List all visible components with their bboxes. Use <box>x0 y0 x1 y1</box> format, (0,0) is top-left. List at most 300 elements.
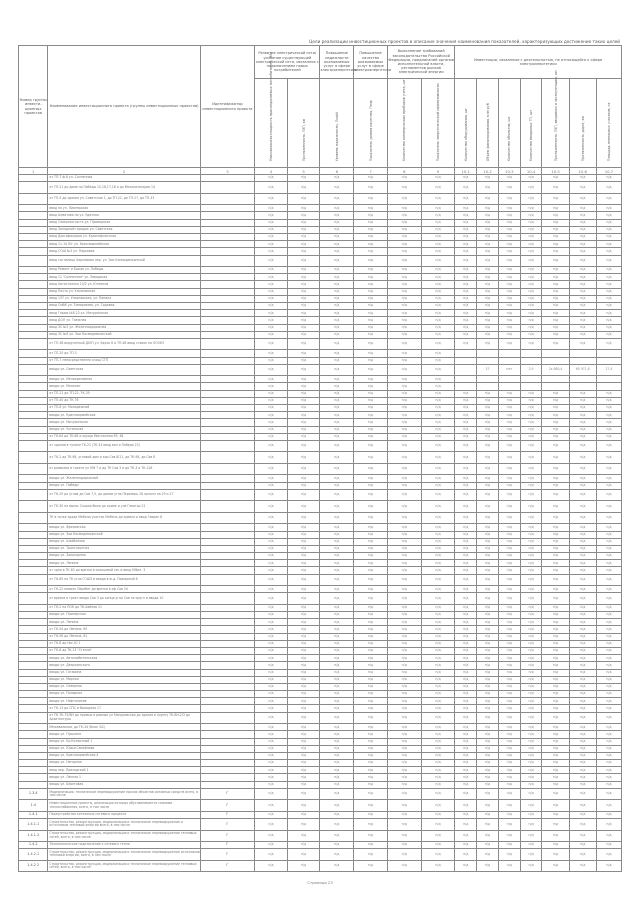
row-name: ввод по ул. Пионерская <box>48 205 200 212</box>
row-value: н/д <box>520 655 542 662</box>
row-value: н/д <box>542 560 569 567</box>
row-value: н/д <box>542 274 569 281</box>
row-name: от ТК-30 на вынос Скорая была до кроме и ула Гаватьи 21 <box>48 501 200 513</box>
row-value: н/д <box>542 241 569 248</box>
row-value: н/д <box>498 545 520 552</box>
row-value: н/д <box>387 819 421 831</box>
row-name: вводы ул. Ленина <box>48 560 200 567</box>
row-value: н/д <box>255 724 288 731</box>
row-code <box>19 604 48 611</box>
row-name: вводы ул. Дзержинского <box>48 662 200 669</box>
row-value: н/д <box>596 545 621 552</box>
row-value: н/д <box>498 524 520 531</box>
row-name: ввод ЗС №5 ул. Железнодорожная <box>48 324 200 331</box>
row-name: вводы ул. Пушкина <box>48 731 200 738</box>
row-value: н/д <box>569 175 596 182</box>
row-value: н/д <box>520 705 542 712</box>
row-value: н/д <box>455 324 477 331</box>
row-value: н/д <box>354 574 388 586</box>
row-value: н/д <box>477 288 499 295</box>
row-value: н/д <box>387 612 421 619</box>
row-value: н/д <box>455 604 477 611</box>
row-value: н/д <box>542 512 569 524</box>
row-value: н/д <box>569 545 596 552</box>
row-value: н/д <box>255 212 288 219</box>
row-value: н/д <box>520 241 542 248</box>
row-value: н/д <box>569 390 596 397</box>
row-value: н/д <box>255 501 288 513</box>
row-value: н/д <box>569 752 596 759</box>
row-value: н/д <box>569 698 596 705</box>
row-code <box>19 440 48 452</box>
row-value: н/д <box>569 593 596 605</box>
row-name: вводы ул. Негорная <box>48 760 200 767</box>
row-code <box>19 193 48 205</box>
row-value: н/д <box>354 655 388 662</box>
row-value: н/д <box>520 226 542 233</box>
row-value: н/д <box>477 860 499 872</box>
row-value: н/д <box>387 501 421 513</box>
row-value: н/д <box>596 574 621 586</box>
row-value: н/д <box>542 281 569 288</box>
row-value: н/д <box>287 376 320 383</box>
table-row <box>19 193 622 205</box>
table-row <box>19 295 622 302</box>
row-name: Модернизация, техническое перевооружение прочих объектов основных средств всего, в том числе <box>48 788 200 800</box>
row-value: н/д <box>520 419 542 426</box>
row-value: н/д <box>520 560 542 567</box>
row-value: н/д <box>569 397 596 404</box>
row-value: н/д <box>477 419 499 426</box>
row-value: н/д <box>569 774 596 781</box>
row-value: н/д <box>387 267 421 274</box>
row-value: н/д <box>596 626 621 633</box>
row-value: н/д <box>455 567 477 574</box>
row-value: н/д <box>387 752 421 759</box>
table-row <box>19 205 622 212</box>
row-value: н/д <box>387 350 421 357</box>
row-value: н/д <box>387 397 421 404</box>
row-value: н/д <box>477 501 499 513</box>
row-value: н/д <box>287 800 320 812</box>
row-value: н/д <box>421 662 455 669</box>
row-value: н/д <box>255 390 288 397</box>
row-value: н/д <box>520 440 542 452</box>
row-value: н/д <box>477 219 499 226</box>
row-id <box>200 182 254 194</box>
row-value: н/д <box>569 553 596 560</box>
row-value: н/д <box>455 842 477 849</box>
row-name: ввод Автостоянка 13/2 ул. Юннатов <box>48 281 200 288</box>
row-value: н/д <box>320 800 354 812</box>
row-value: н/д <box>255 669 288 676</box>
row-value: н/д <box>520 819 542 831</box>
row-value: н/д <box>287 219 320 226</box>
row-value: н/д <box>287 295 320 302</box>
row-value: н/д <box>542 738 569 745</box>
row-value: н/д <box>387 738 421 745</box>
row-value: н/д <box>498 640 520 647</box>
row-value: н/д <box>421 288 455 295</box>
row-value: н/д <box>520 860 542 872</box>
row-value: н/д <box>421 331 455 338</box>
row-name: ввод СОШ №3 ул. Парковая <box>48 248 200 255</box>
row-value: н/д <box>287 248 320 255</box>
row-value: н/д <box>569 331 596 338</box>
row-value: н/д <box>596 800 621 812</box>
row-value: н/д <box>255 226 288 233</box>
row-value: н/д <box>287 738 320 745</box>
row-name: ввод ЗС №6 ул. Зои Космодемьянской <box>48 331 200 338</box>
row-value: н/д <box>287 860 320 872</box>
row-value: н/д <box>498 819 520 831</box>
table-row <box>19 819 622 831</box>
row-value: н/д <box>255 463 288 475</box>
row-value: н/д <box>498 331 520 338</box>
row-value: н/д <box>498 604 520 611</box>
row-value: н/д <box>387 724 421 731</box>
row-value: н/д <box>287 712 320 724</box>
row-value: н/д <box>520 738 542 745</box>
row-value: н/д <box>421 691 455 698</box>
table-row <box>19 338 622 350</box>
row-value: н/д <box>520 405 542 412</box>
table-row <box>19 475 622 482</box>
table-row <box>19 745 622 752</box>
row-code <box>19 774 48 781</box>
row-value: н/д <box>520 698 542 705</box>
row-value: н/д <box>354 338 388 350</box>
row-value: н/д <box>455 531 477 538</box>
row-value <box>477 383 499 390</box>
row-value: н/д <box>596 226 621 233</box>
row-id <box>200 553 254 560</box>
row-value: н/д <box>320 842 354 849</box>
table-row <box>19 691 622 698</box>
row-value: н/д <box>287 698 320 705</box>
table-row <box>19 288 622 295</box>
row-value: н/д <box>387 538 421 545</box>
row-value: н/д <box>387 452 421 464</box>
row-value: н/д <box>542 489 569 501</box>
row-value: н/д <box>421 633 455 640</box>
row-value: н/д <box>320 655 354 662</box>
row-value: н/д <box>477 745 499 752</box>
row-value: н/д <box>354 475 388 482</box>
table-row <box>19 604 622 611</box>
table-row <box>19 357 622 364</box>
row-code <box>19 302 48 309</box>
row-name: ввод Гараж №8 23 ул. Мичуринская <box>48 310 200 317</box>
row-value: н/д <box>569 676 596 683</box>
row-value: н/д <box>421 357 455 364</box>
table-row <box>19 390 622 397</box>
row-value: н/д <box>520 317 542 324</box>
row-value: н/д <box>596 669 621 676</box>
row-value: н/д <box>596 698 621 705</box>
table-row <box>19 524 622 531</box>
row-value: н/д <box>287 724 320 731</box>
row-value: н/д <box>520 501 542 513</box>
row-value <box>455 350 477 357</box>
row-value: н/д <box>320 331 354 338</box>
row-value: н/д <box>542 811 569 818</box>
row-value: н/д <box>354 419 388 426</box>
row-value: н/д <box>421 567 455 574</box>
row-code <box>19 489 48 501</box>
row-code <box>19 560 48 567</box>
row-name: от ТК-ТК-75/ВН до прямых в ровные ул Минуровская до здания в группу ТК-ВН-2/3 до Архитектуры <box>48 712 200 724</box>
row-value: н/д <box>569 531 596 538</box>
row-value: н/д <box>569 281 596 288</box>
row-name: вводы ул. Пионерская <box>48 612 200 619</box>
row-value: н/д <box>287 560 320 567</box>
row-value: н/д <box>421 774 455 781</box>
row-value: н/д <box>542 781 569 788</box>
row-value: н/д <box>455 255 477 267</box>
row-value: н/д <box>287 397 320 404</box>
row-value: н/д <box>596 752 621 759</box>
row-value: н/д <box>596 586 621 593</box>
row-value: н/д <box>387 310 421 317</box>
row-value: н/д <box>569 830 596 842</box>
row-value: н/д <box>569 233 596 240</box>
row-value: н/д <box>455 819 477 831</box>
row-value: н/д <box>596 205 621 212</box>
row-value: н/д <box>255 531 288 538</box>
row-value: н/д <box>354 640 388 647</box>
row-value: н/д <box>542 669 569 676</box>
row-value: н/д <box>477 182 499 194</box>
row-code <box>19 640 48 647</box>
row-value: н/д <box>596 233 621 240</box>
row-value: н/д <box>421 317 455 324</box>
row-value: н/д <box>542 288 569 295</box>
row-value: н/д <box>320 512 354 524</box>
row-value: н/д <box>477 633 499 640</box>
row-value: н/д <box>255 281 288 288</box>
row-value: н/д <box>596 433 621 440</box>
row-code: 1.4.1.1 <box>19 819 48 831</box>
row-value: н/д <box>387 463 421 475</box>
row-value: н/д <box>320 731 354 738</box>
row-value: н/д <box>354 317 388 324</box>
row-name: Строительство, реконструкция, модернизация и техническое перевооружение тепловых сетей, всего, в том числе <box>48 830 200 842</box>
row-id <box>200 426 254 433</box>
row-value <box>596 350 621 357</box>
row-value: н/д <box>498 781 520 788</box>
row-value: н/д <box>287 545 320 552</box>
row-code <box>19 175 48 182</box>
row-value: н/д <box>542 800 569 812</box>
row-code <box>19 586 48 593</box>
row-value: н/д <box>498 175 520 182</box>
row-value: н/д <box>287 781 320 788</box>
row-value: н/д <box>477 560 499 567</box>
row-value: н/д <box>520 781 542 788</box>
rot-header: Количество объектов, шт <box>498 79 520 168</box>
row-value: н/д <box>498 633 520 640</box>
row-value: н/д <box>421 364 455 376</box>
table-row <box>19 302 622 309</box>
row-code <box>19 219 48 226</box>
row-value: н/д <box>287 676 320 683</box>
row-value <box>455 357 477 364</box>
row-value: н/д <box>255 310 288 317</box>
row-value: н/д <box>320 383 354 390</box>
row-value: н/д <box>542 676 569 683</box>
row-value: н/д <box>569 302 596 309</box>
row-name: от здня в ТК-63 до врезки в кольцевой сеч и ввод Юбил. 3 <box>48 567 200 574</box>
table-row <box>19 612 622 619</box>
row-value: н/д <box>421 712 455 724</box>
row-value: н/д <box>287 412 320 419</box>
row-value: н/д <box>498 482 520 489</box>
row-value: н/д <box>498 324 520 331</box>
row-value <box>542 376 569 383</box>
row-id <box>200 452 254 464</box>
row-value: н/д <box>421 574 455 586</box>
row-value: н/д <box>387 212 421 219</box>
row-value: н/д <box>520 433 542 440</box>
row-value: н/д <box>320 324 354 331</box>
row-value: н/д <box>477 842 499 849</box>
row-value: н/д <box>320 295 354 302</box>
row-value: н/д <box>498 233 520 240</box>
row-name: ввод Ахматова по ул. Удачная <box>48 212 200 219</box>
row-value: н/д <box>320 662 354 669</box>
row-value: н/д <box>287 640 320 647</box>
row-value: н/д <box>569 419 596 426</box>
row-code: 1.4.2 <box>19 842 48 849</box>
row-value: н/д <box>320 233 354 240</box>
row-value: н/д <box>542 524 569 531</box>
row-name: вводы ул. Транспортная <box>48 545 200 552</box>
row-value: н/д <box>255 267 288 274</box>
row-value: н/д <box>387 676 421 683</box>
row-value: н/д <box>498 669 520 676</box>
row-value: н/д <box>255 182 288 194</box>
row-value: н/д <box>477 475 499 482</box>
row-value: н/д <box>287 612 320 619</box>
row-value: н/д <box>255 397 288 404</box>
row-value: н/д <box>421 524 455 531</box>
row-value: н/д <box>387 281 421 288</box>
row-code <box>19 405 48 412</box>
row-name: Строительство, реконструкция, модернизация и техническое перевооружение и источников тепловой энергии всего, в том числе <box>48 819 200 831</box>
row-value: н/д <box>596 731 621 738</box>
row-value: н/д <box>498 698 520 705</box>
row-value: н/д <box>596 745 621 752</box>
row-value: н/д <box>455 849 477 861</box>
table-row <box>19 531 622 538</box>
row-value <box>477 376 499 383</box>
row-value: н/д <box>542 463 569 475</box>
row-value: н/д <box>542 698 569 705</box>
row-value: н/д <box>498 567 520 574</box>
table-row <box>19 662 622 669</box>
row-value: н/д <box>520 830 542 842</box>
row-value: н/д <box>320 774 354 781</box>
row-value: н/д <box>569 512 596 524</box>
row-value: н/д <box>354 324 388 331</box>
row-code <box>19 338 48 350</box>
table-row <box>19 724 622 731</box>
row-value: н/д <box>596 219 621 226</box>
row-value: н/д <box>542 640 569 647</box>
row-value <box>498 357 520 364</box>
row-code <box>19 691 48 698</box>
row-value: н/д <box>455 788 477 800</box>
row-value: н/д <box>421 419 455 426</box>
row-value: н/д <box>320 274 354 281</box>
table-row <box>19 219 622 226</box>
table-row <box>19 350 622 357</box>
row-id <box>200 567 254 574</box>
table-row <box>19 640 622 647</box>
row-value: н/д <box>255 219 288 226</box>
row-value: н/д <box>596 512 621 524</box>
table-row <box>19 324 622 331</box>
row-value: н/д <box>387 860 421 872</box>
row-code <box>19 397 48 404</box>
row-value: н/д <box>520 800 542 812</box>
row-value: н/д <box>455 524 477 531</box>
row-value: н/д <box>387 531 421 538</box>
row-value: н/д <box>455 574 477 586</box>
row-value: н/д <box>387 604 421 611</box>
row-value: н/д <box>498 193 520 205</box>
row-value: н/д <box>542 233 569 240</box>
row-value: н/д <box>287 683 320 690</box>
row-value: н/д <box>287 419 320 426</box>
row-value: н/д <box>387 662 421 669</box>
row-value: н/д <box>320 412 354 419</box>
row-value: н/д <box>421 731 455 738</box>
row-value: н/д <box>421 538 455 545</box>
row-name: вводы ул. Железнодорожный <box>48 475 200 482</box>
row-code <box>19 683 48 690</box>
table-row <box>19 698 622 705</box>
row-value: н/д <box>287 731 320 738</box>
row-name: от ТК-65 на ТК угла ГОШЗ и ввода в ж.д. Пожарный 6 <box>48 574 200 586</box>
row-value: н/д <box>255 317 288 324</box>
row-value: н/д <box>255 175 288 182</box>
row-value: н/д <box>542 452 569 464</box>
row-code <box>19 482 48 489</box>
table-row <box>19 647 622 654</box>
row-id <box>200 397 254 404</box>
row-value: н/д <box>421 724 455 731</box>
row-value: н/д <box>255 647 288 654</box>
table-row <box>19 440 622 452</box>
row-value: н/д <box>287 357 320 364</box>
row-value: н/д <box>255 655 288 662</box>
row-value: н/д <box>477 440 499 452</box>
row-code <box>19 281 48 288</box>
row-value: н/д <box>255 676 288 683</box>
row-value: н/д <box>520 302 542 309</box>
row-value: н/д <box>520 182 542 194</box>
row-value: н/д <box>255 774 288 781</box>
row-id <box>200 633 254 640</box>
row-code <box>19 531 48 538</box>
row-value: н/д <box>287 241 320 248</box>
row-value: н/д <box>421 738 455 745</box>
row-value: н/д <box>320 219 354 226</box>
table-row <box>19 383 622 390</box>
row-value: н/д <box>569 452 596 464</box>
